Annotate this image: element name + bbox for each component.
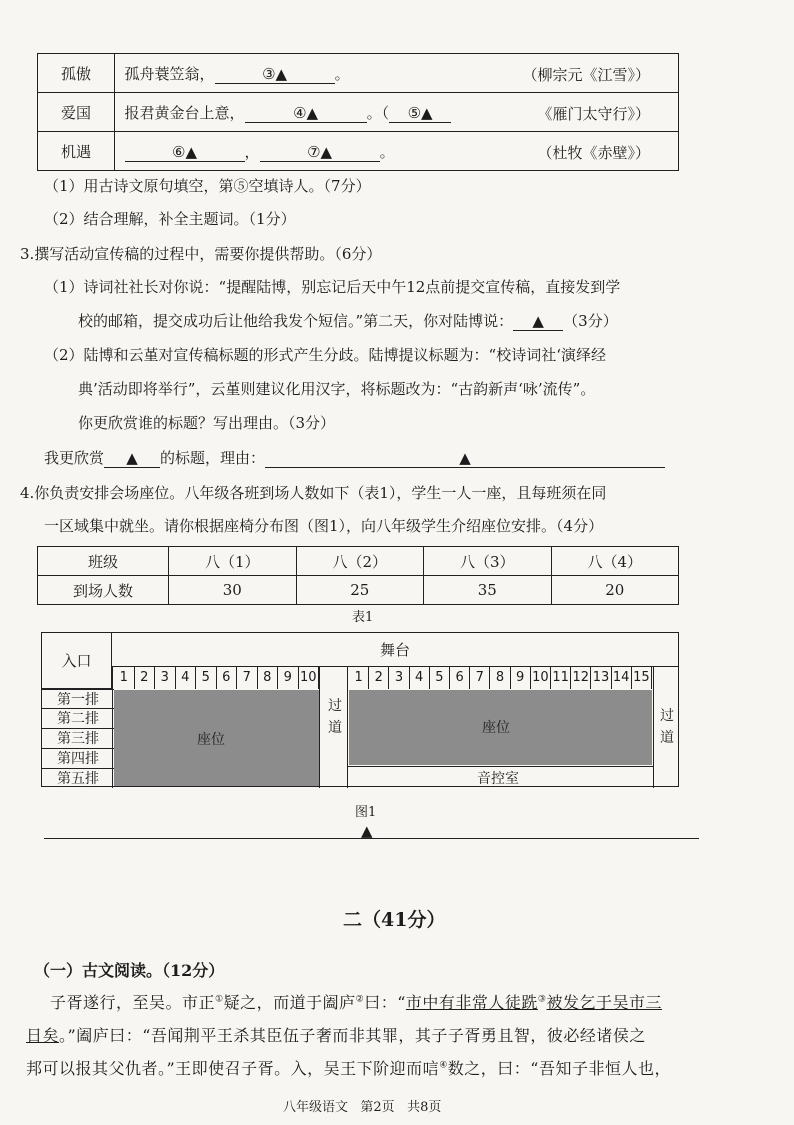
passage-line-3 bbox=[26, 1056, 671, 1079]
header-cell: 班级 bbox=[38, 547, 169, 576]
seat-column-number: 6 bbox=[450, 667, 470, 689]
question-3-answer bbox=[44, 447, 665, 468]
count-cell: 20 bbox=[551, 576, 679, 605]
answer-blank[interactable]: ③▲ bbox=[215, 65, 335, 84]
question-3-2-line2: 典’活动即将举行”，云堇则建议化用汉字，将标题改为：“古韵新声‘咏’流传”。 bbox=[78, 380, 596, 398]
poem-line: 报君黄金台上意， bbox=[124, 103, 245, 122]
seat-column-number: 4 bbox=[176, 667, 197, 689]
row-label: 到场人数 bbox=[38, 576, 169, 605]
header-cell: 八（3） bbox=[424, 547, 552, 576]
header-cell: 八（1） bbox=[169, 547, 297, 576]
passage-text: 。”阖庐曰：“吾闻荆平王杀其臣伍子奢而非其罪，其子子胥勇且智，彼必经诸侯之 bbox=[59, 1026, 646, 1045]
punct: 。（ bbox=[366, 103, 390, 122]
answer-label: 的标题，理由： bbox=[160, 449, 266, 467]
theme-cell: 孤傲 bbox=[38, 54, 115, 93]
page-footer: 八年级语文 第2页 共8页 bbox=[283, 1100, 442, 1115]
section-title: 二（41分） bbox=[343, 909, 446, 931]
question-4-line1: 4.你负责安排会场座位。八年级各班到场人数如下（表1），学生一人一座，且每班须在同 bbox=[20, 484, 607, 502]
seat-column-number: 1 bbox=[114, 667, 135, 689]
seat-column-number: 3 bbox=[155, 667, 176, 689]
seat-column-number: 2 bbox=[369, 667, 389, 689]
theme-cell: 爱国 bbox=[38, 93, 115, 132]
seat-column-number: 9 bbox=[511, 667, 531, 689]
row-label: 第五排 bbox=[57, 771, 99, 787]
seat-column-number: 11 bbox=[551, 667, 571, 689]
punct: 。 bbox=[334, 64, 350, 83]
question-3-2-line3: 你更欣赏谁的标题？写出理由。（3分） bbox=[78, 414, 336, 432]
poem-line: 孤舟蓑笠翁， bbox=[124, 64, 215, 83]
seat-column-number: 1 bbox=[349, 667, 369, 689]
seat-column-number: 4 bbox=[410, 667, 430, 689]
seat-column-number: 3 bbox=[389, 667, 409, 689]
question-4-line2: 一区域集中就坐。请你根据座椅分布图（图1），向八年级学生介绍座位安排。（4分） bbox=[44, 517, 604, 535]
seat-column-number: 7 bbox=[470, 667, 490, 689]
seat-column-number: 10 bbox=[299, 667, 320, 689]
seat-column-number: 12 bbox=[571, 667, 591, 689]
subsection-title: （一）古文阅读。（12分） bbox=[34, 961, 225, 980]
answer-blank[interactable]: ④▲ bbox=[245, 104, 367, 123]
answer-blank[interactable]: ⑤▲ bbox=[389, 104, 451, 123]
seat-column-number: 10 bbox=[531, 667, 551, 689]
seat-column-number: 7 bbox=[237, 667, 258, 689]
punct: 。 bbox=[379, 142, 395, 161]
seat-column-number: 6 bbox=[217, 667, 238, 689]
table-row bbox=[38, 54, 679, 93]
underlined-text: 市中有非常人徒跣 bbox=[405, 993, 538, 1012]
answer-blank[interactable]: ▲ bbox=[104, 449, 160, 468]
passage-line-2 bbox=[26, 1023, 646, 1046]
theme-cell: 机遇 bbox=[38, 132, 115, 171]
row-label: 第四排 bbox=[42, 749, 114, 769]
table-row bbox=[38, 547, 679, 576]
seat-column-number: 8 bbox=[258, 667, 279, 689]
underlined-text: 日矣 bbox=[26, 1026, 60, 1045]
answer-blank[interactable]: ▲ bbox=[265, 449, 665, 468]
count-cell: 35 bbox=[424, 576, 552, 605]
stage-label: 舞台 bbox=[112, 633, 678, 667]
attendance-table bbox=[37, 546, 679, 605]
seat-column-number: 5 bbox=[430, 667, 450, 689]
answer-blank[interactable]: ⑦▲ bbox=[260, 143, 380, 162]
seat-column-number: 8 bbox=[490, 667, 510, 689]
poem-source: （柳宗元《江雪》） bbox=[522, 66, 650, 84]
passage-text: 曰：“ bbox=[364, 993, 406, 1012]
sound-control-room: 音控室 bbox=[477, 771, 519, 787]
table-caption: 表1 bbox=[352, 610, 374, 625]
answer-blank: ▲ bbox=[361, 822, 373, 840]
seat-column-number: 14 bbox=[612, 667, 632, 689]
aisle-label: 过道 bbox=[328, 698, 342, 736]
poem-source: 《雁门太守行》） bbox=[537, 105, 650, 123]
table-row bbox=[38, 576, 679, 605]
passage-text: 子胥遂行，至吴。市正 bbox=[50, 993, 216, 1012]
row-label: 第三排 bbox=[42, 729, 114, 749]
poem-table bbox=[37, 53, 679, 171]
passage-line-1 bbox=[50, 990, 662, 1013]
seating-diagram bbox=[41, 632, 679, 787]
question-3-2-line1: （2）陆博和云堇对宣传稿标题的形式产生分歧。陆博提议标题为：“校诗词社‘演绎经 bbox=[44, 346, 606, 364]
passage-text: 数之，曰：“吾知子非恒人也， bbox=[447, 1059, 671, 1078]
seat-column-number: 2 bbox=[135, 667, 156, 689]
seat-column-number: 5 bbox=[196, 667, 217, 689]
answer-blank[interactable]: ▲ bbox=[513, 312, 563, 331]
question-3-1-line1: （1）诗词社社长对你说：“提醒陆博，别忘记后天中午12点前提交宣传稿，直接发到学 bbox=[44, 278, 621, 296]
note-mark: ④ bbox=[439, 1060, 448, 1071]
figure-caption: 图1 bbox=[355, 805, 377, 820]
header-cell: 八（4） bbox=[551, 547, 679, 576]
seat-label: 座位 bbox=[482, 720, 510, 736]
seat-column-number: 13 bbox=[591, 667, 611, 689]
header-cell: 八（2） bbox=[296, 547, 424, 576]
question-text: 校的邮箱，提交成功后让他给我发个短信。”第二天，你对陆博说： bbox=[78, 312, 514, 330]
question-2-1: （1）用古诗文原句填空，第⑤空填诗人。（7分） bbox=[44, 177, 371, 195]
table-row bbox=[38, 132, 679, 171]
passage-text: 疑之，而道于阖庐 bbox=[223, 993, 356, 1012]
row-label: 第一排 bbox=[42, 689, 114, 709]
seat-column-number: 9 bbox=[278, 667, 299, 689]
note-mark: ① bbox=[215, 994, 224, 1005]
score: （3分） bbox=[563, 312, 618, 330]
answer-label: 我更欣赏 bbox=[44, 449, 105, 467]
question-3-1-line2 bbox=[78, 310, 618, 331]
entrance-label: 入口 bbox=[42, 633, 112, 689]
count-cell: 25 bbox=[296, 576, 424, 605]
row-label: 第二排 bbox=[42, 709, 114, 729]
question-3: 3.撰写活动宣传稿的过程中，需要你提供帮助。（6分） bbox=[20, 245, 382, 263]
question-2-2: （2）结合理解，补全主题词。（1分） bbox=[44, 210, 296, 228]
seat-column-number: 15 bbox=[632, 667, 652, 689]
underlined-text: 被发乞于吴市三 bbox=[546, 993, 662, 1012]
answer-blank[interactable]: ⑥▲ bbox=[125, 143, 245, 162]
poem-source: （杜牧《赤壁》） bbox=[537, 144, 650, 162]
aisle-label: 过道 bbox=[660, 708, 674, 746]
seat-label: 座位 bbox=[197, 732, 225, 748]
table-row bbox=[38, 93, 679, 132]
count-cell: 30 bbox=[169, 576, 297, 605]
note-mark: ③ bbox=[537, 994, 547, 1005]
note-mark: ② bbox=[355, 994, 365, 1005]
punct: ， bbox=[244, 142, 260, 161]
passage-text: 邦可以报其父仇者。”王即使召子胥。入，吴王下阶迎而唁 bbox=[26, 1059, 440, 1078]
